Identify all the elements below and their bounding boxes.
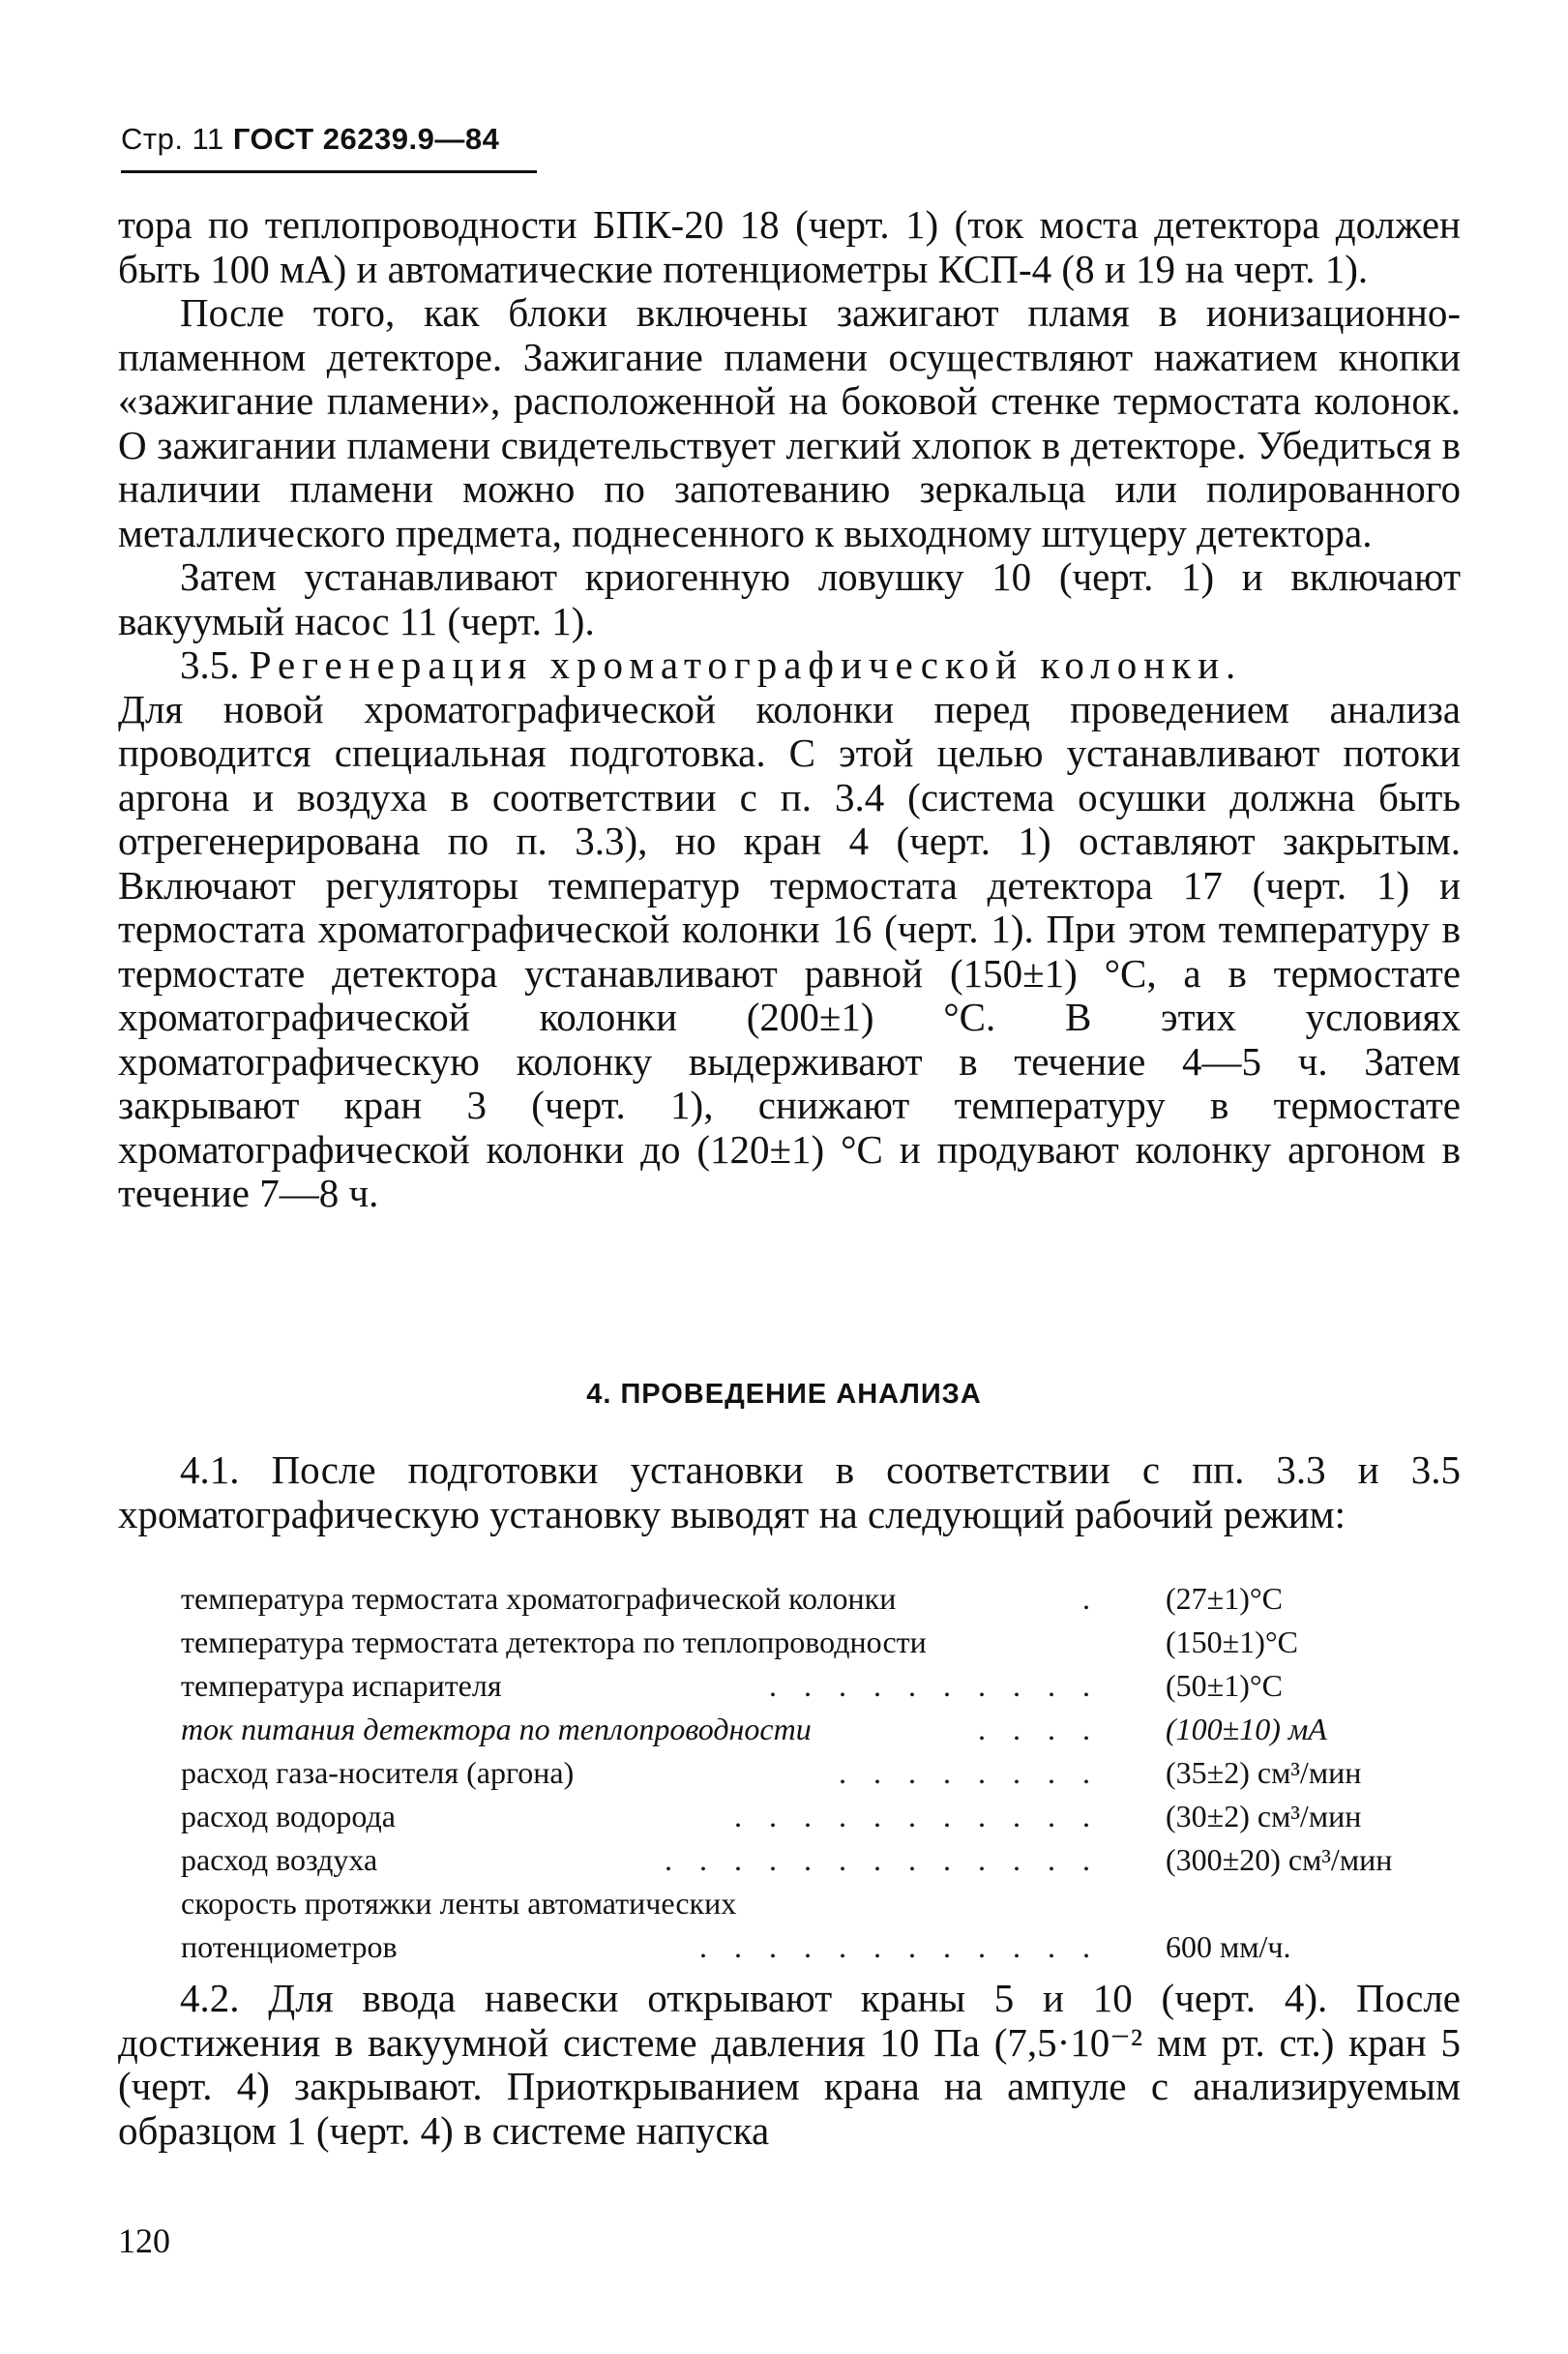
leader-dots: . . . . . . . . . . (769, 1668, 1100, 1703)
clause-3-5-title: Регенерация хроматографической колонки. (249, 642, 1243, 687)
parameter-value: (35±2) см³/мин (1166, 1755, 1362, 1790)
parameter-value: (300±20) см³/мин (1166, 1842, 1393, 1877)
clause-3-5-heading (118, 643, 1461, 688)
standard-number: ГОСТ 26239.9—84 (232, 122, 500, 156)
page-label: Стр. 11 (121, 122, 224, 156)
paragraph-flame-ignition: После того, как блоки включены зажигают пламя в ионизационно-пламенном детекторе. Зажигание пламени осуществляют нажатием кнопки «зажигание пламени», расположенной на боковой стенке термостата колонок. О зажигании пламени свидетельствует легкий хлопок в детекторе. Убедиться в наличии пламени можно по запотеванию зеркальца или полированного металлического предмета, поднесенного к выходному штуцеру детектора. (118, 290, 1461, 555)
paragraph-continuation: тора по теплопроводности БПК-20 18 (черт. 1) (ток моста детектора должен быть 100 мА) и автоматические потенциометры КСП-4 (8 и 19 на черт. 1). (118, 202, 1461, 291)
parameter-label: температура испарителя (181, 1668, 502, 1703)
parameter-label: расход водорода (181, 1799, 396, 1833)
page-number: 120 (118, 2221, 170, 2260)
clause-3-5-text: Для новой хроматографической колонки перед проведением анализа проводится специальная подготовка. С этой целью устанавливают потоки аргона и воздуха в соответствии с п. 3.4 (система осушки должна быть отрегенерирована по п. 3.3), но кран 4 (черт. 1) оставляют закрытым. Включают регуляторы температур термостата детектора 17 (черт. 1) и термостата хроматографической колонки 16 (черт. 1). При этом температуру в термостате детектора устанавливают равной (150±1) °С, а в термостате хроматографической колонки (200±1) °С. В этих условиях хроматографическую колонку выдерживают в течение 4—5 ч. Затем закрывают кран 3 (черт. 1), снижают температуру в термостате хроматографической колонки до (120±1) °С и продувают колонку аргоном в течение 7—8 ч. (118, 686, 1461, 1215)
leader-dots: . . . . (978, 1712, 1100, 1746)
leader-dots: . . . . . . . . . . . . (699, 1929, 1100, 1964)
parameter-label: температура термостата хроматографической колонки (181, 1581, 897, 1616)
leader-dots: . . . . . . . . . . . . . (665, 1842, 1100, 1877)
section-title: 4. ПРОВЕДЕНИЕ АНАЛИЗА (586, 1379, 982, 1410)
body-top (118, 203, 1461, 1216)
clause-3-5-number: 3.5. (180, 642, 240, 687)
parameter-value: (30±2) см³/мин (1166, 1799, 1362, 1833)
parameter-row (181, 1621, 1467, 1664)
parameter-row (181, 1751, 1467, 1795)
parameter-label: потенциометров (181, 1929, 398, 1964)
parameter-row (181, 1664, 1467, 1708)
parameter-row (181, 1838, 1467, 1882)
leader-dots: . . . . . . . . . . . (734, 1799, 1100, 1833)
parameter-value: 600 мм/ч. (1166, 1929, 1291, 1964)
clause-4-2: 4.2. Для ввода навески открывают краны 5 и 10 (черт. 4). После достижения в вакуумной системе давления 10 Па (7,5·10⁻² мм рт. ст.) кран 5 (черт. 4) закрывают. Приоткрыванием крана на ампуле с анализируемым образцом 1 (черт. 4) в системе напуска (118, 1976, 1461, 2153)
parameter-label: температура термостата детектора по теплопроводности (181, 1624, 927, 1659)
parameter-label: расход газа-носителя (аргона) (181, 1755, 575, 1790)
parameter-value: (150±1)°С (1166, 1624, 1299, 1659)
parameter-row (181, 1882, 1467, 1925)
leader-dots: . (1082, 1581, 1100, 1616)
leader-dots: . . . . . . . . (839, 1755, 1100, 1790)
parameter-row (181, 1577, 1467, 1621)
header-rule (121, 170, 537, 173)
parameter-row (181, 1795, 1467, 1838)
parameter-value: (100±10) мА (1166, 1712, 1327, 1746)
parameter-value: (50±1)°С (1166, 1668, 1284, 1703)
running-header (121, 122, 499, 157)
parameter-value: (27±1)°С (1166, 1581, 1284, 1616)
parameter-label: скорость протяжки ленты автоматических (181, 1886, 737, 1921)
body-section-4 (118, 1448, 1461, 1536)
parameter-row (181, 1708, 1467, 1751)
parameter-row (181, 1925, 1467, 1969)
paragraph-cryogenic-trap: Затем устанавливают криогенную ловушку 10 (черт. 1) и включают вакуумый насос 11 (черт. 1). (118, 554, 1461, 643)
clause-4-1: 4.1. После подготовки установки в соответствии с пп. 3.3 и 3.5 хроматографическую установку выводят на следующий рабочий режим: (118, 1447, 1461, 1536)
parameter-label: расход воздуха (181, 1842, 378, 1877)
parameter-list (181, 1577, 1467, 1969)
parameter-label: ток питания детектора по теплопроводности (181, 1712, 812, 1746)
body-clause-4-2 (118, 1977, 1461, 2153)
